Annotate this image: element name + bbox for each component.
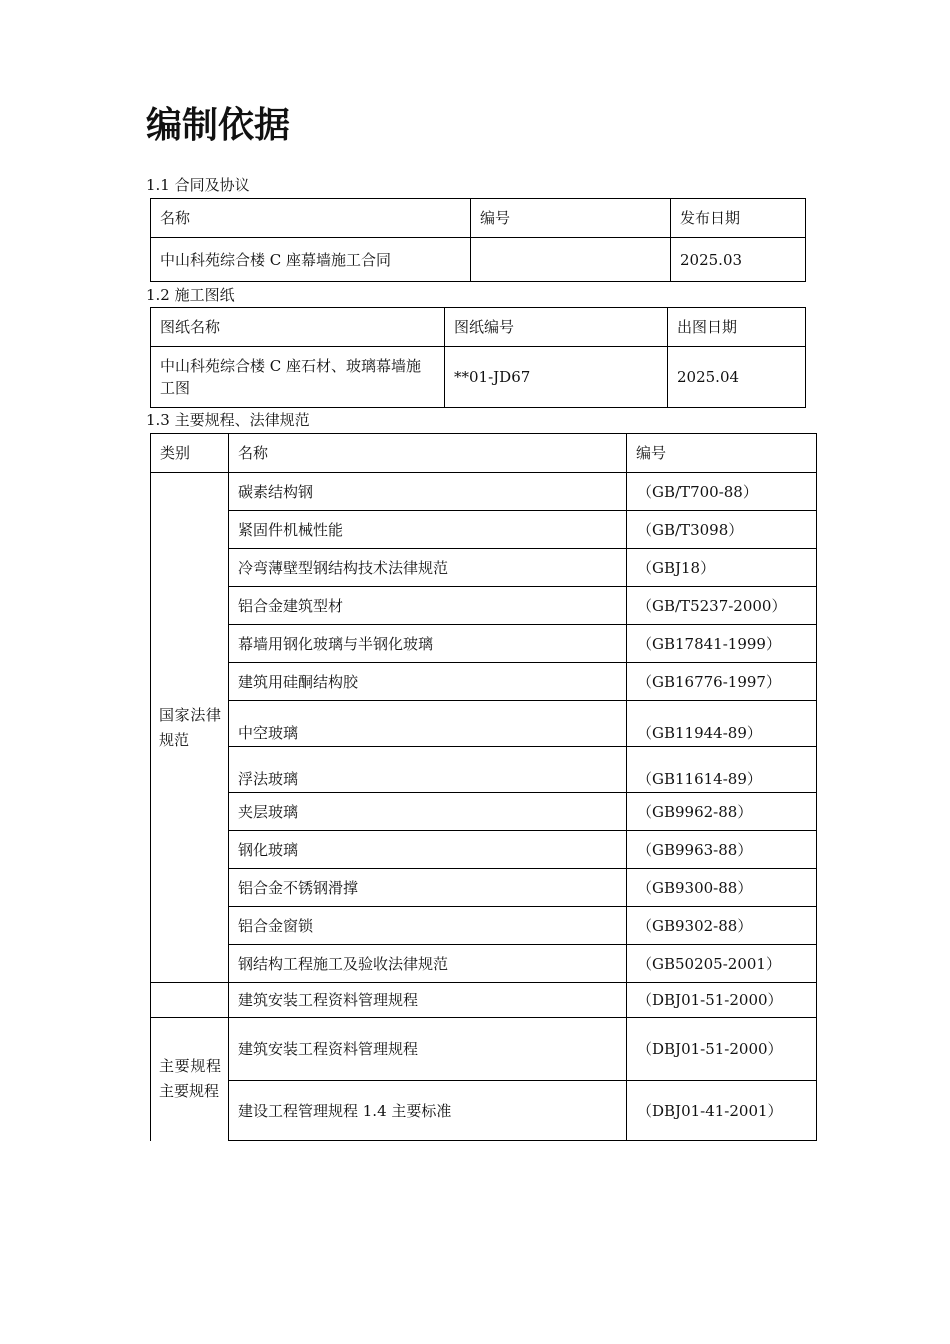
regulation-code-cell: （GB/T700-88） [627,473,817,511]
drawing-name-cell: 中山科苑综合楼 C 座石材、玻璃幕墙施工图 [151,347,445,408]
column-header-name: 名称 [229,434,627,473]
column-header-issue-date: 出图日期 [668,308,806,347]
table-row [151,625,817,663]
table-row [151,907,817,945]
table-row [151,663,817,701]
regulation-code-cell: （GB50205-2001） [627,945,817,983]
table-row [151,238,806,282]
section-heading-drawings: 1.2 施工图纸 [146,286,235,304]
regulation-name-cell: 碳素结构钢 [229,473,627,511]
contract-number-cell [471,238,671,282]
regulation-name-cell: 浮法玻璃 [229,747,627,793]
table-row [151,701,817,747]
regulation-name-cell: 建筑安装工程资料管理规程 [229,983,627,1018]
table-row [151,945,817,983]
column-header-drawing-name: 图纸名称 [151,308,445,347]
column-header-category: 类别 [151,434,229,473]
drawing-number-cell: **01-JD67 [445,347,668,408]
regulation-name-cell: 建筑安装工程资料管理规程 [229,1018,627,1081]
regulation-code-cell: （GB17841-1999） [627,625,817,663]
category-cell-empty [151,983,229,1018]
table-row [151,831,817,869]
regulation-name-cell: 铝合金窗锁 [229,907,627,945]
regulation-code-cell: （GB/T3098） [627,511,817,549]
regulation-code-cell: （GB9963-88） [627,831,817,869]
table-row [151,793,817,831]
table-row [151,511,817,549]
category-label: 主要规程主要规程 [159,1057,221,1101]
column-header-number: 编号 [471,199,671,238]
regulation-name-cell: 冷弯薄壁型钢结构技术法律规范 [229,549,627,587]
column-header-number: 编号 [627,434,817,473]
column-header-date: 发布日期 [671,199,806,238]
drawings-table [150,307,806,408]
regulation-code-cell: （GB9300-88） [627,869,817,907]
table-row [151,869,817,907]
regulation-name-cell: 铝合金不锈钢滑撑 [229,869,627,907]
regulation-name-cell: 建设工程管理规程 1.4 主要标准 [229,1081,627,1141]
regulation-name-cell: 夹层玻璃 [229,793,627,831]
regulation-code-cell: （GB/T5237-2000） [627,587,817,625]
regulation-name-cell: 钢化玻璃 [229,831,627,869]
category-cell-national [151,473,229,983]
column-header-name: 名称 [151,199,471,238]
contracts-table [150,198,806,282]
regulation-code-cell: （GB11614-89） [627,747,817,793]
table-row [151,983,817,1018]
column-header-drawing-number: 图纸编号 [445,308,668,347]
section-heading-contracts: 1.1 合同及协议 [146,176,250,194]
drawing-date-cell: 2025.04 [668,347,806,408]
table-header-row [151,308,806,347]
regulation-code-cell: （DBJ01-51-2000） [627,1018,817,1081]
regulation-name-cell: 中空玻璃 [229,701,627,747]
table-row [151,549,817,587]
table-row [151,473,817,511]
table-row [151,1018,817,1081]
category-cell-main-rules [151,1018,229,1141]
regulation-name-cell: 建筑用硅酮结构胶 [229,663,627,701]
contract-date-cell: 2025.03 [671,238,806,282]
section-heading-regulations: 1.3 主要规程、法律规范 [146,411,310,429]
table-row [151,587,817,625]
regulation-code-cell: （GB9302-88） [627,907,817,945]
regulation-code-cell: （GB11944-89） [627,701,817,747]
regulation-code-cell: （GB9962-88） [627,793,817,831]
regulation-name-cell: 幕墙用钢化玻璃与半钢化玻璃 [229,625,627,663]
regulations-table [150,433,817,1141]
table-row [151,347,806,408]
regulation-name-cell: 紧固件机械性能 [229,511,627,549]
table-row [151,1081,817,1141]
regulation-code-cell: （GB16776-1997） [627,663,817,701]
regulation-name-cell: 铝合金建筑型材 [229,587,627,625]
table-header-row [151,199,806,238]
category-label: 国家法律规范 [159,705,221,749]
contract-name-cell: 中山科苑综合楼 C 座幕墙施工合同 [151,238,471,282]
page-title: 编制依据 [146,105,291,146]
regulation-code-cell: （GBJ18） [627,549,817,587]
table-header-row [151,434,817,473]
regulation-name-cell: 钢结构工程施工及验收法律规范 [229,945,627,983]
table-row [151,747,817,793]
regulation-code-cell: （DBJ01-41-2001） [627,1081,817,1141]
regulation-code-cell: （DBJ01-51-2000） [627,983,817,1018]
